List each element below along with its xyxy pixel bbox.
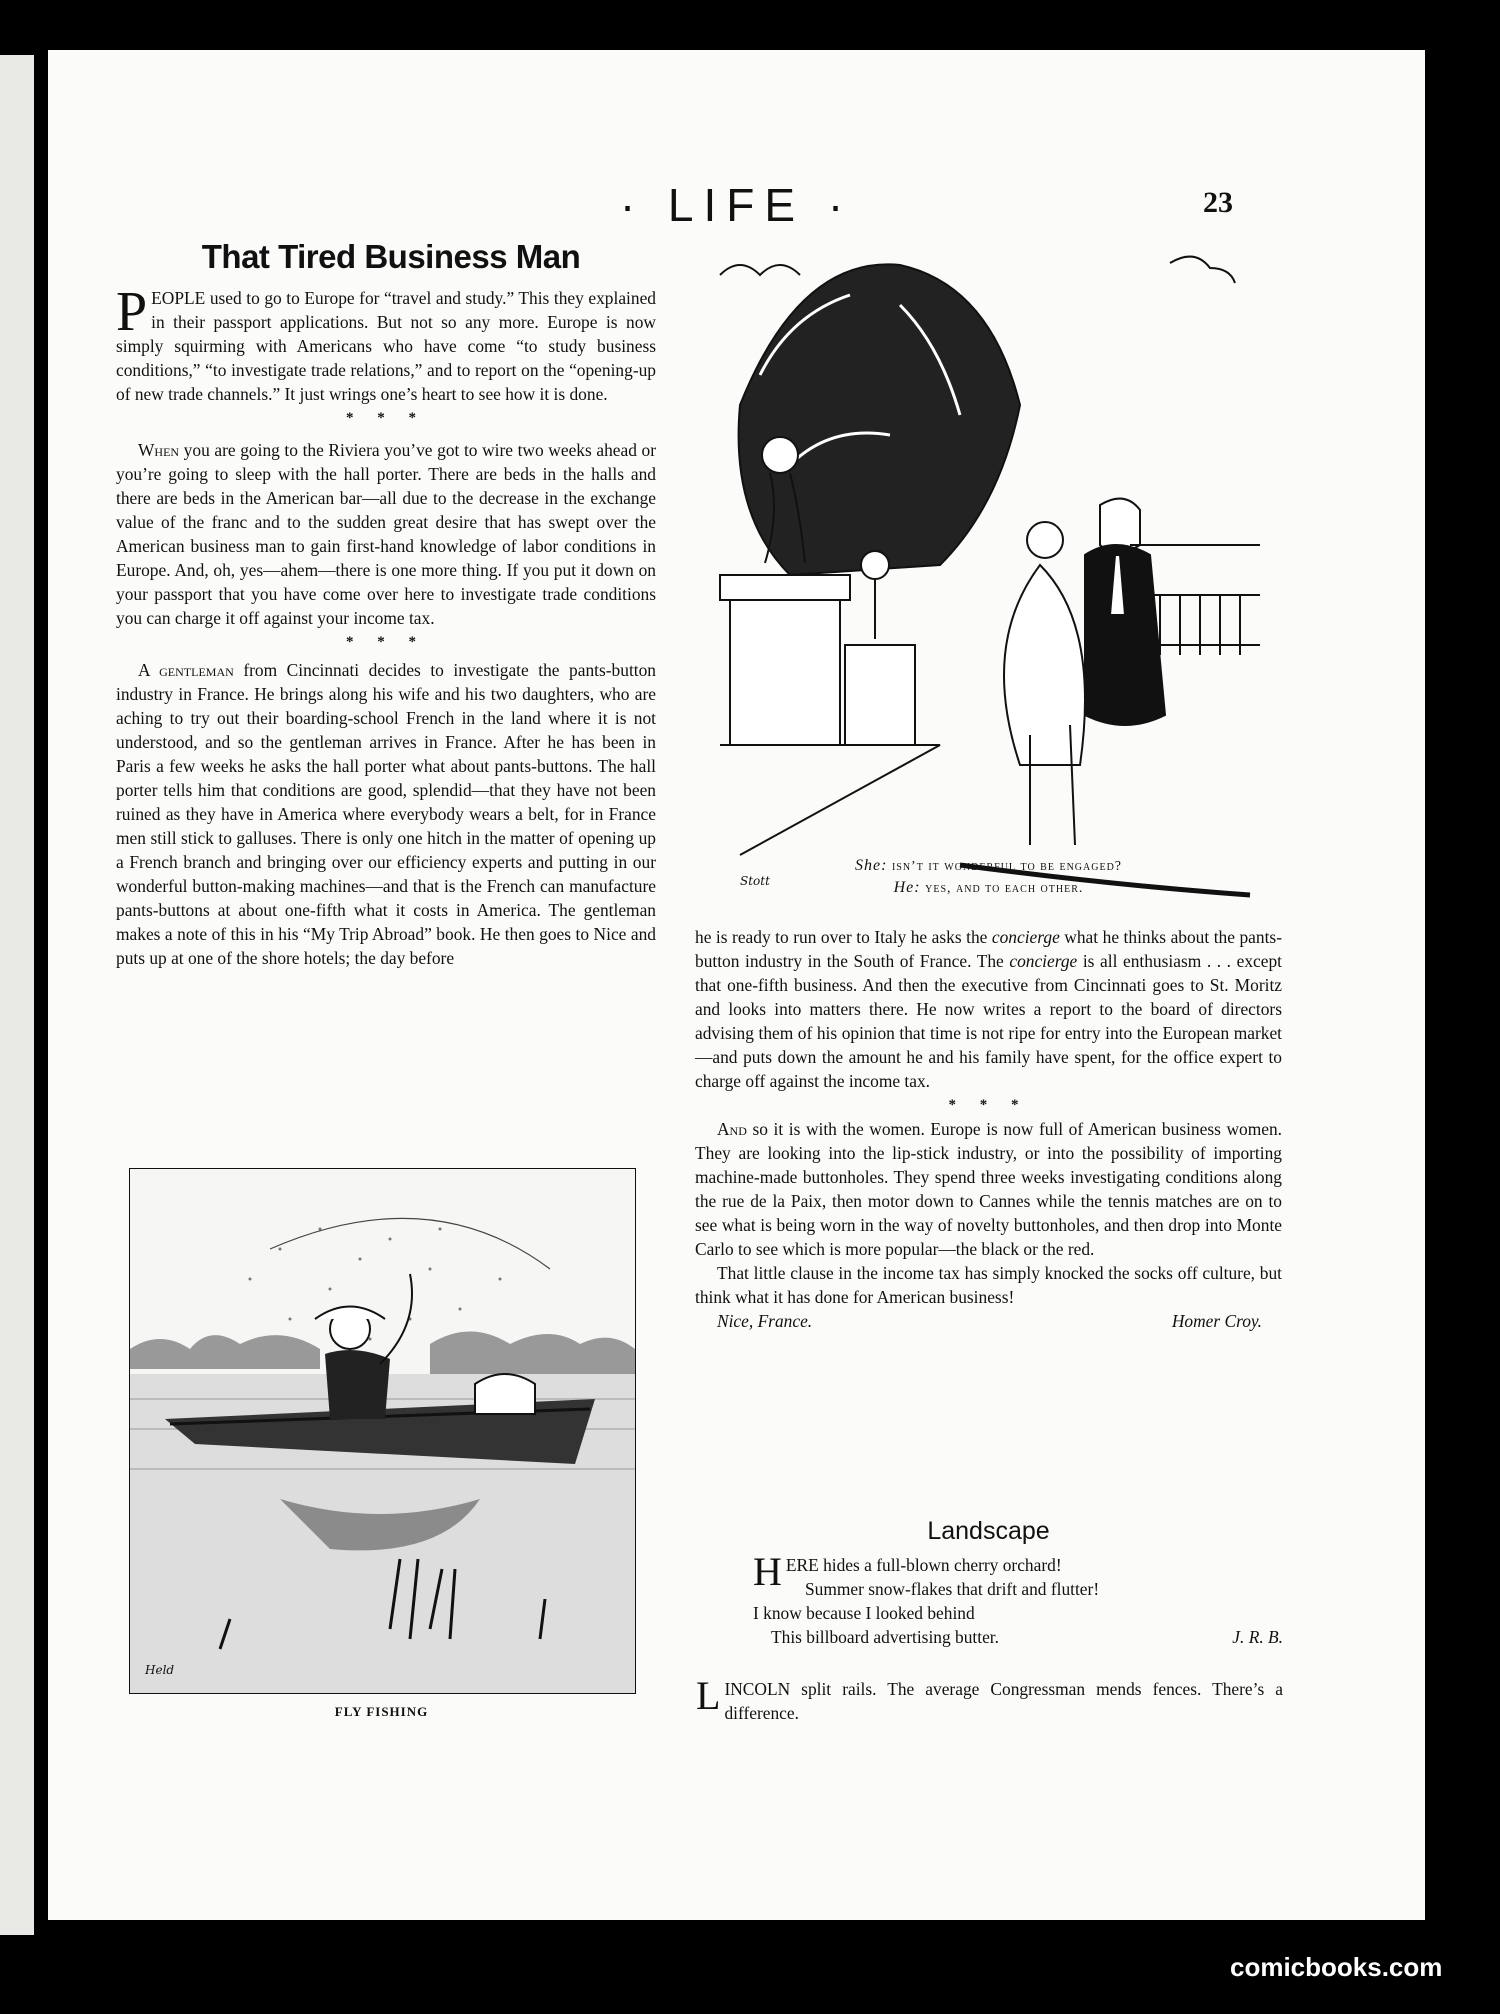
man-suit (1085, 545, 1165, 725)
svg-text:Held: Held (145, 1663, 175, 1677)
facing-page-edge (0, 55, 34, 1935)
page-number: 23 (1203, 186, 1233, 219)
fly-fishing-caption: FLY FISHING (334, 1704, 429, 1719)
article-column-left (116, 281, 656, 970)
cartoon-caption-she: She: isn’t it wonderful to be engaged? (855, 857, 1122, 874)
poem-initials: J. R. B. (1232, 1627, 1283, 1647)
squib-drop-cap: L (696, 1673, 721, 1718)
section-divider: * * * (948, 1097, 1029, 1113)
svg-text:Stott: Stott (740, 874, 770, 888)
magazine-page (48, 50, 1425, 1920)
article-paragraph-4: And so it is with the women. Europe is now full of American business women. They are looking into the lip-stick industry, or into the possibility of importing machine-made buttonholes. They spend three weeks investigating conditions along the rue de la Paix, then motor down to Cannes while the tennis matches are on to see what is being worn in the way of novelty buttonholes, and then drop into Monte Carlo to see which is more popular—the black or the red. (695, 1119, 1282, 1259)
cloud-right (1170, 257, 1235, 283)
article-paragraph-3: A gentleman from Cincinnati decides to investigate the pants-button industry in France. He brings along his wife and his two daughters, who are aching to try out their boarding-school French in the land where it is not understood, and so the gentleman arrives in France. After he has been in Paris a few weeks he asks the hall porter what about pants-buttons. The hall porter tells him that conditions are good, splendid—that they have not been ruined as they have in America where everybody wears a belt, for in France men still stick to galluses. There is only one hitch in the matter of opening up a French branch and bringing over our efficiency experts and putting in our wonderful button-making machines—and that is the French can manufacture pants-buttons at about one-fifth what it costs in America. The gentleman makes a note of this in his “My Trip Abroad” book. He then goes to Nice and puts up at one of the shore hotels; the day before (116, 660, 656, 968)
poem-line-4: This billboard advertising butter. J. R. B. (771, 1627, 1283, 1647)
fly-fishing-drawing (130, 1169, 635, 1693)
poem-title: Landscape (927, 1517, 1050, 1545)
cartoon-caption-he: He: yes, and to each other. (893, 879, 1084, 896)
basket (475, 1374, 535, 1414)
fisherman-body (325, 1350, 390, 1419)
poem-line-2: Summer snow-flakes that drift and flutter! (805, 1579, 1100, 1599)
masthead: · LIFE · (619, 179, 854, 231)
watermark: comicbooks.com (1230, 1952, 1443, 1982)
engaged-couple-drawing (700, 245, 1265, 905)
poem-landscape (753, 1549, 1283, 1649)
article-paragraph-1: PEOPLE used to go to Europe for “travel and study.” This they explained in their passport applications. But not so any more. Europe is now simply squirming with Americans who have come “to study business conditions,” “to investigate trade relations,” and to report on the “opening-up of new trade channels.” It just wrings one’s heart to see how it is done. (116, 281, 656, 404)
cloud-left (720, 265, 800, 275)
poem-drop-cap: H (753, 1549, 782, 1594)
pedestal-left (730, 595, 840, 745)
section-divider: * * * (346, 634, 426, 650)
dateline: Nice, France. (717, 1311, 813, 1331)
pedestal-right (845, 645, 915, 745)
article-paragraph-3-continued: he is ready to run over to Italy he asks the concierge what he thinks about the pants-button industry in the South of France. The concierge is all enthusiasm . . . except that one-fifth business. And then the executive from Cincinnati goes to St. Moritz and looks into matters there. He now writes a report to the board of directors advising them of his opinion that time is not ripe for entry into the European market—and puts down the amount he and his family have spent, for the office expert to charge off against the income tax. (695, 927, 1282, 1091)
cherub-statue (762, 437, 798, 473)
article-paragraph-5: That little clause in the income tax has simply knocked the socks off culture, but think what it has done for American business! (695, 1263, 1282, 1307)
woman-head (1027, 522, 1063, 558)
author-name: Homer Croy. (1171, 1311, 1262, 1331)
woman-dress (1004, 565, 1085, 765)
article-byline (695, 1309, 1282, 1333)
lincoln-squib: LINCOLN split rails. The average Congressman mends fences. There’s a difference. (696, 1673, 1283, 1723)
article-title: That Tired Business Man (201, 238, 581, 275)
poem-line-3: I know because I looked behind (753, 1603, 975, 1623)
poem-line-1: HERE hides a full-blown cherry orchard! (753, 1549, 1062, 1594)
foliage (739, 264, 1020, 575)
section-divider: * * * (346, 410, 426, 426)
article-paragraph-2: When you are going to the Riviera you’ve got to wire two weeks ahead or you’re going to sleep with the hall porter. There are beds in the halls and there are beds in the American bar—all due to the decrease in the exchange value of the franc and to the sudden great desire that has swept over the American business man to gain first-hand knowledge of labor conditions in Europe. And, oh, yes—ahem—there is one more thing. If you put it down on your passport that you have come over here to investigate trade conditions you can charge it off against your income tax. (116, 440, 656, 628)
drop-cap: P (116, 281, 148, 343)
engaged-couple-illustration (700, 245, 1265, 905)
article-column-right (695, 925, 1282, 1333)
fly-fishing-illustration (129, 1168, 636, 1694)
